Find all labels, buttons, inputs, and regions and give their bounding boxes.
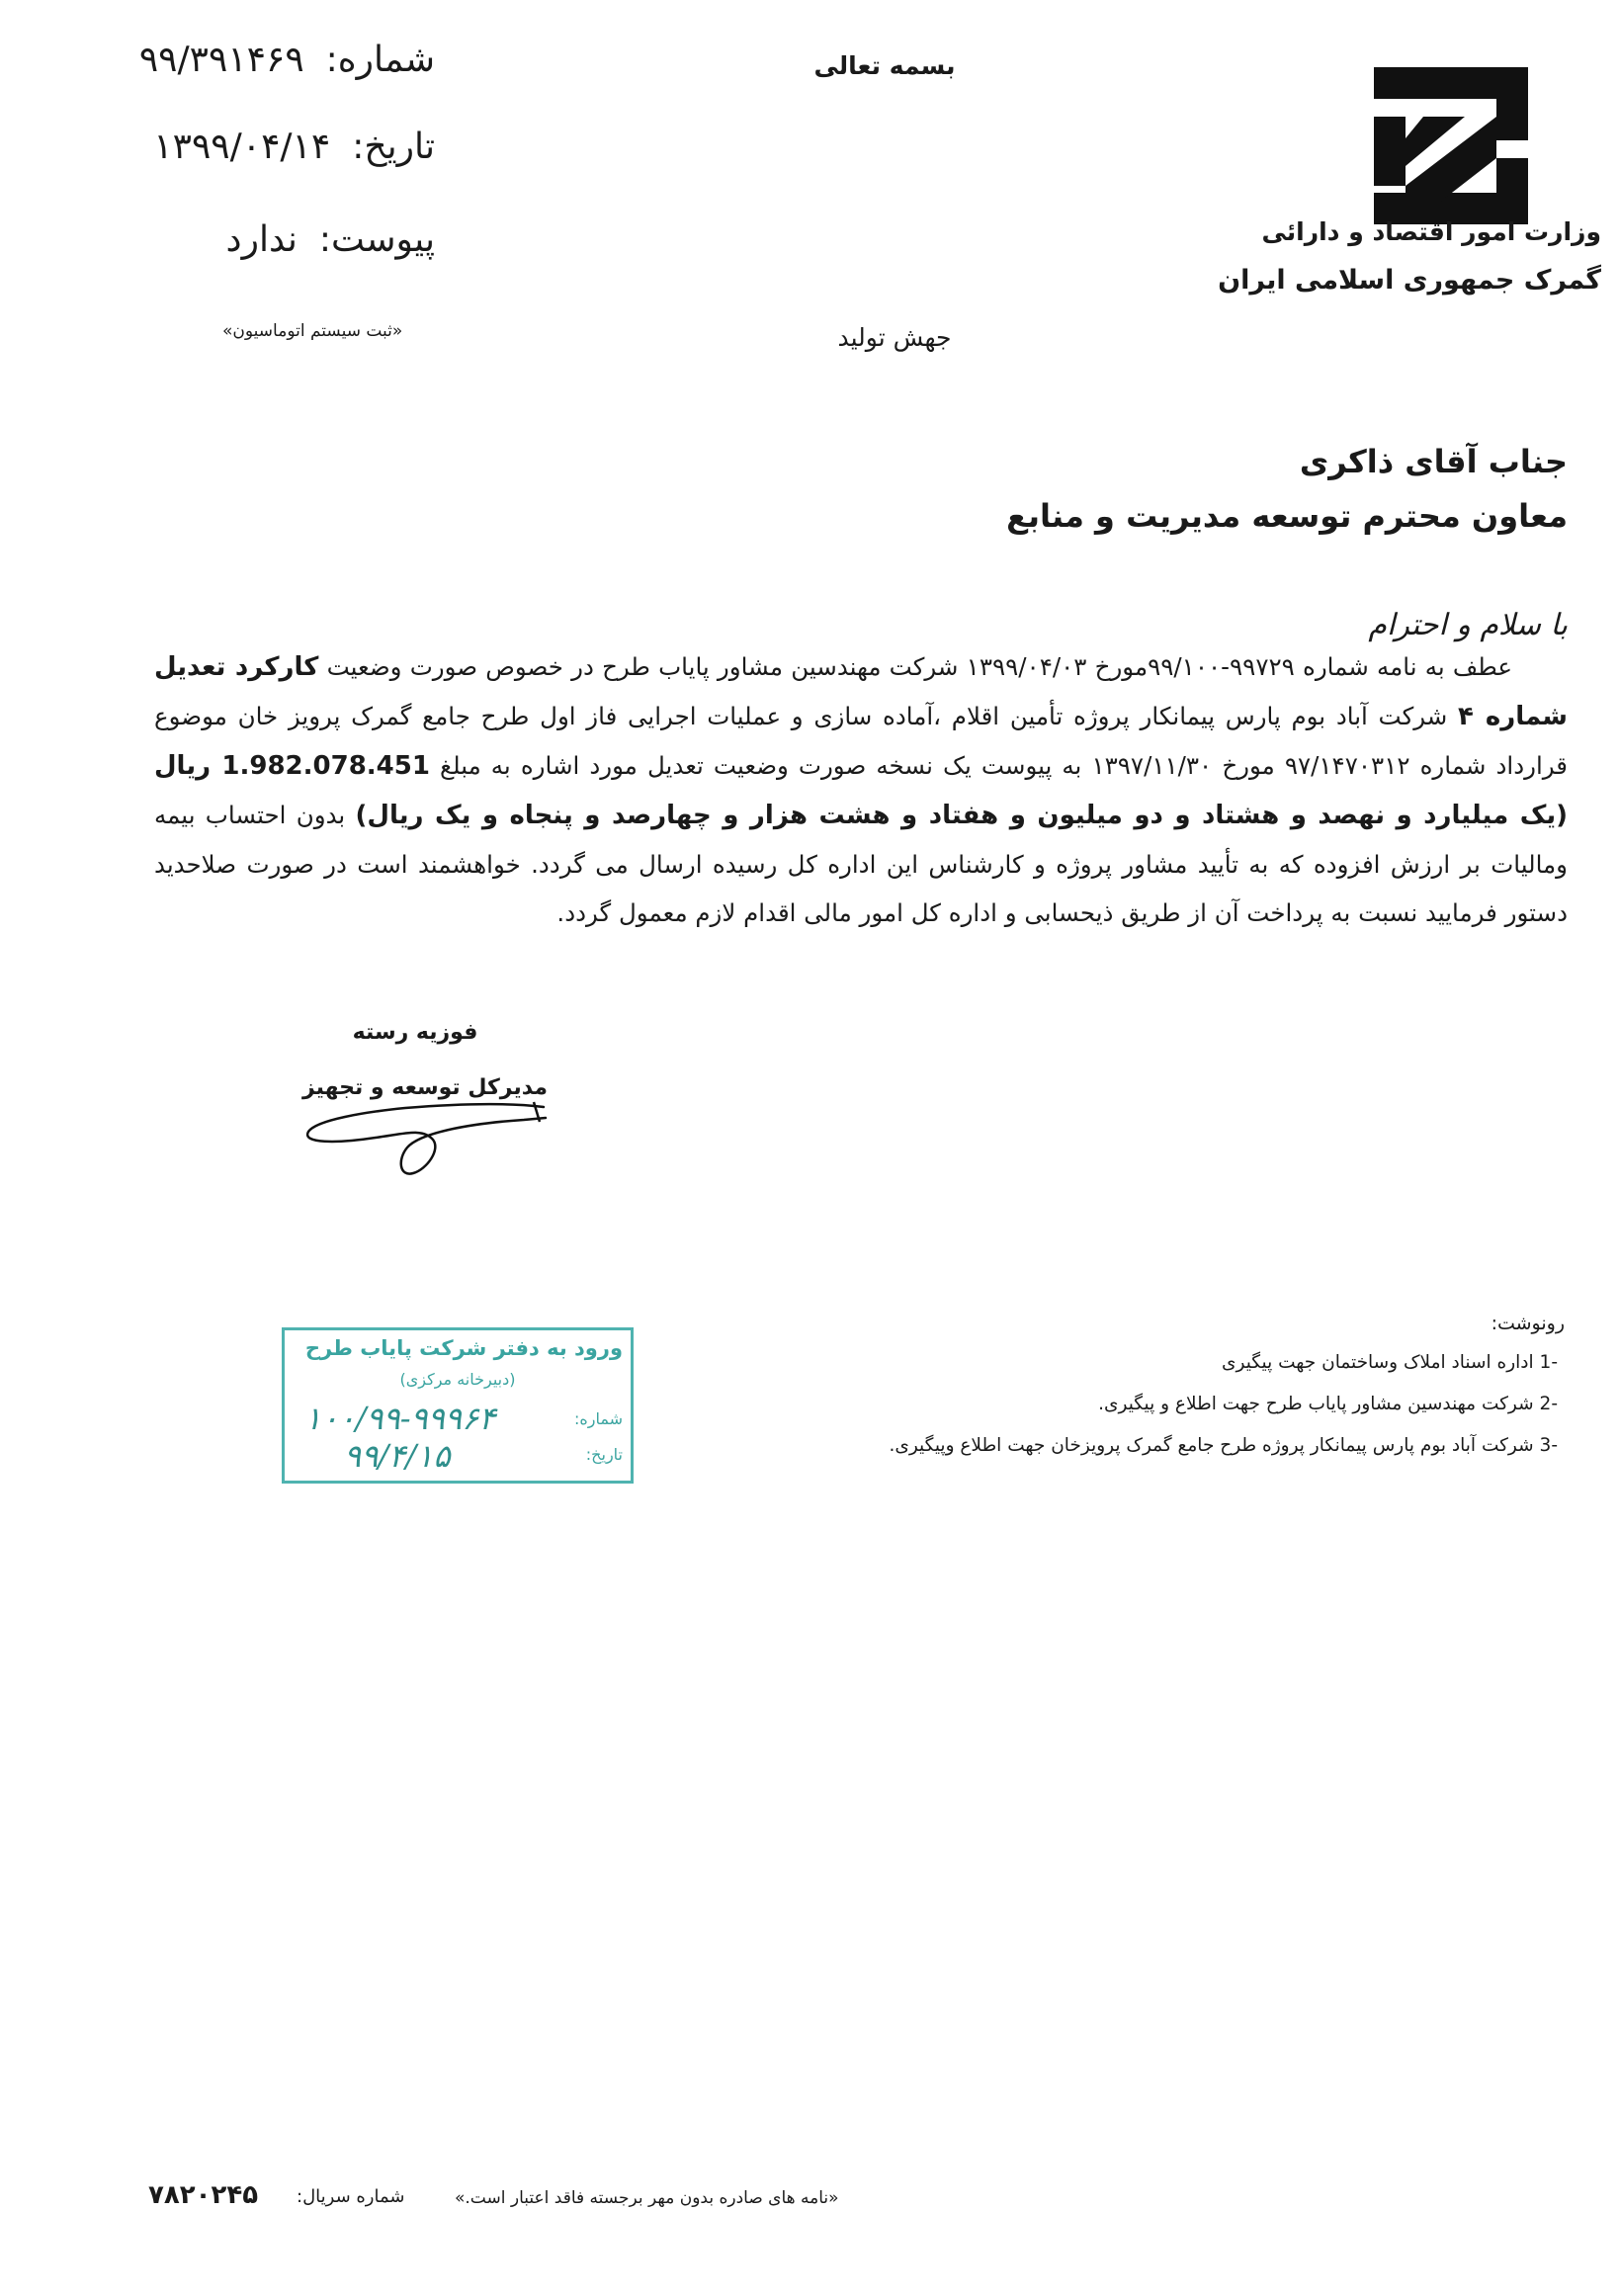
stamp-number-value: ۱۰۰/۹۹-۹۹۹۶۴ [304, 1400, 496, 1437]
customs-name: گمرک جمهوری اسلامی ایران [1218, 265, 1601, 296]
copy-item: -2 شرکت مهندسین مشاور پایاب طرح جهت اطلاع و پیگیری. [1098, 1394, 1558, 1414]
stamp-date-label: تاریخ: [585, 1445, 623, 1464]
letter-body [154, 642, 1568, 937]
copies-title: رونوشت: [1491, 1313, 1565, 1334]
signature-scribble [297, 1063, 554, 1181]
letter-attachment [138, 219, 435, 260]
body-part-3: بدون احتساب بیمه ومالیات بر ارزش افزوده که به تأیید مشاور پروژه و کارشناس این اداره کل رسیده ارسال می گردد. خواهشمند است در صورت صلاحدید دستور فرمایید نسبت به پرداخت آن از طریق ذیحسابی و اداره کل امور مالی اقدام لازم معمول گردد. [154, 801, 1568, 927]
addressee-title: معاون محترم توسعه مدیریت و منابع [1006, 497, 1568, 535]
customs-logo-icon [1366, 59, 1536, 232]
body-part-2: شرکت آباد بوم پارس پیمانکار پروژه تأمین اقلام ،آماده سازی و عملیات اجرایی فاز اول طرح جامع گمرک پرویز خان موضوع قرارداد شماره ۹۷/۱۴۷۰۳۱۲ مورخ ۱۳۹۷/۱۱/۳۰ به پیوست یک نسخه صورت وضعیت تعدیل مورد اشاره به مبلغ [154, 702, 1568, 780]
greeting: با سلام و احترام [1368, 608, 1568, 642]
received-stamp [282, 1327, 634, 1484]
body-part-1: عطف به نامه شماره ۹۹۷۲۹-۹۹/۱۰۰مورخ ۱۳۹۹/۰۴/۰۳ شرکت مهندسین مشاور پایاب طرح در خصوص صورت وضعیت [326, 652, 1512, 681]
signatory-title: مدیرکل توسعه و تجهیز [301, 1075, 549, 1100]
stamp-subtitle: (دبیرخانه مرکزی) [399, 1370, 516, 1389]
body-bold-1: کارکرد تعدیل شماره ۴ [154, 652, 1568, 731]
automation-note: «ثبت سیستم اتوماسیون» [222, 321, 403, 341]
body-bold-amount: 1.982.078.451 ریال (یک میلیارد و نهصد و هشتاد و دو میلیون و هفتاد و هشت هزار و چهارصد و پنجاه و یک ریال) [154, 751, 1568, 830]
copy-item: -3 شرکت آباد بوم پارس پیمانکار پروژه طرح جامع گمرک پرویزخان جهت اطلاع وپیگیری. [889, 1435, 1558, 1456]
letter-date-value: ۱۳۹۹/۰۴/۱۴ [153, 127, 331, 167]
copies-list [767, 1342, 1558, 1467]
letter-attachment-label: پیوست: [318, 219, 435, 260]
stamp-title: ورود به دفتر شرکت پایاب طرح [304, 1336, 623, 1360]
footer-validity-note: «نامه های صادره بدون مهر برجسته فاقد اعتبار است.» [455, 2188, 839, 2208]
addressee-name: جناب آقای ذاکری [1299, 443, 1568, 480]
customs-logo [1366, 59, 1536, 232]
ministry-name: وزارت امور اقتصاد و دارائی [1261, 217, 1601, 246]
letter-date [138, 127, 435, 167]
copy-item: -1 اداره اسناد املاک وساختمان جهت پیگیری [1222, 1352, 1558, 1373]
letter-attachment-value: ندارد [225, 219, 298, 260]
bismillah-heading: بسمه تعالی [813, 51, 956, 80]
letter-number [138, 40, 435, 80]
letter-number-value: ۹۹/۳۹۱۴۶۹ [138, 40, 304, 80]
serial-number-value: ۷۸۲۰۲۴۵ [148, 2180, 259, 2210]
signatory-name: فوزیه رسته [352, 1020, 478, 1045]
stamp-date-value: ۹۹/۴/۱۵ [344, 1437, 451, 1475]
letter-date-label: تاریخ: [352, 127, 435, 167]
stamp-number-label: شماره: [573, 1409, 623, 1428]
letter-number-label: شماره: [325, 40, 435, 80]
production-leap-slogan: جهش تولید [837, 323, 952, 352]
serial-number-label: شماره سریال: [297, 2186, 405, 2207]
